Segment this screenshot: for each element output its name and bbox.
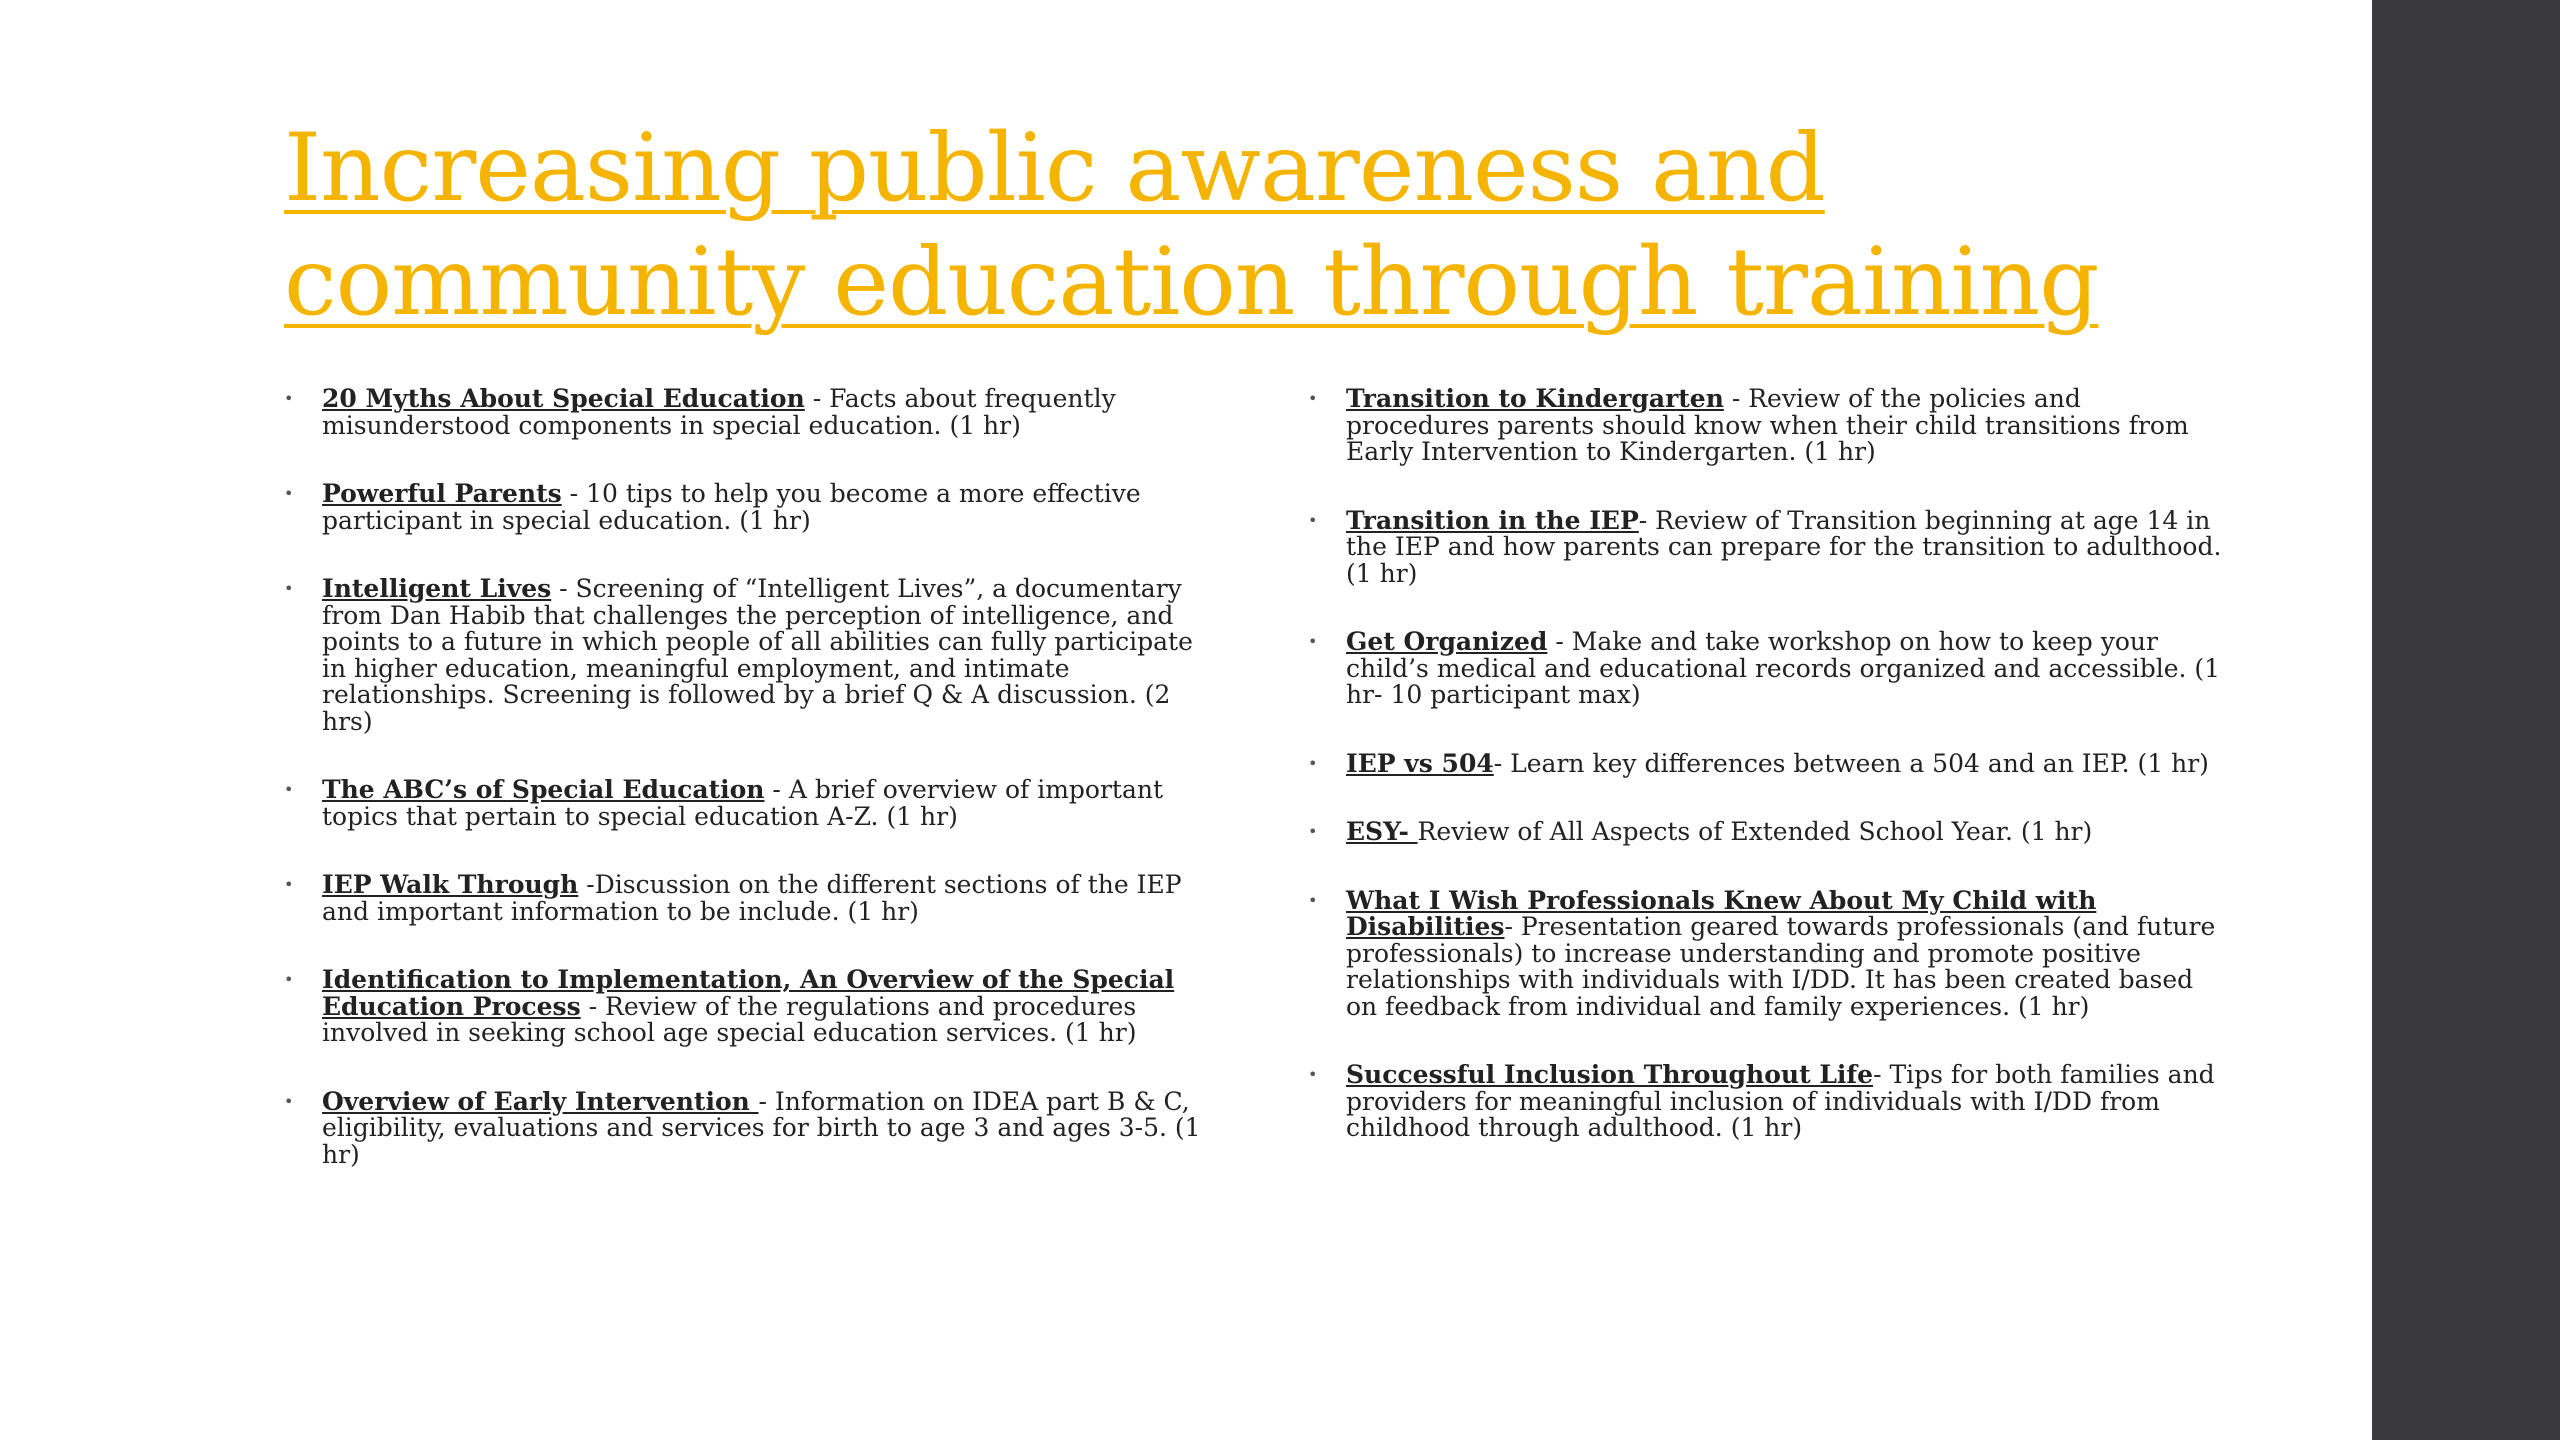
left-training-list <box>284 386 1204 1210</box>
training-name: 20 Myths About Special Education <box>322 384 805 413</box>
slide-title <box>284 112 2344 340</box>
training-name: Overview of Early Intervention <box>322 1086 759 1116</box>
training-description: - Review of the policies and procedures parents should know when their child transitions from Early Intervention to Kindergarten. (1 hr) <box>1346 384 2189 466</box>
bullet-icon: • <box>1308 1065 1318 1084</box>
bullet-icon: • <box>284 875 294 894</box>
side-bar <box>2372 0 2560 1440</box>
bullet-icon: • <box>1308 822 1318 841</box>
list-item <box>284 967 1204 1047</box>
list-item <box>1308 885 2228 1021</box>
training-description: - Review of Transition beginning at age 14 in the IEP and how parents can prepare for the transition to adulthood. (1 hr) <box>1346 505 2222 588</box>
training-name: Powerful Parents <box>322 479 562 508</box>
training-name: The ABC’s of Special Education <box>322 775 765 804</box>
list-item <box>1308 505 2228 588</box>
bullet-icon: • <box>284 1091 294 1111</box>
bullet-icon: • <box>1308 753 1318 773</box>
training-description: - Review of the regulations and procedures involved in seeking school age special education services. (1 hr) <box>322 991 1137 1047</box>
training-name: IEP Walk Through <box>322 870 579 899</box>
training-description: - 10 tips to help you become a more effective participant in special education. (1 hr) <box>322 479 1141 535</box>
title-line-1: Increasing public awareness and <box>284 114 1825 223</box>
training-name: Transition in the IEP <box>1346 505 1639 535</box>
training-name: What I Wish Professionals Knew About My Child with Disabilities <box>1346 885 2097 941</box>
training-name: Identification to Implementation, An Overview of the Special Education Process <box>322 965 1175 1021</box>
bullet-icon: • <box>1308 389 1318 408</box>
list-item <box>1308 1062 2228 1142</box>
training-description: - A brief overview of important topics that pertain to special education A-Z. (1 hr) <box>322 775 1164 831</box>
training-description: - Screening of “Intelligent Lives”, a documentary from Dan Habib that challenges the perception of intelligence, and points to a future in which people of all abilities can fully participate in higher education, meaningful employment, and intimate relationships. Screening is followed by a brief Q & A discussion. (2 hrs) <box>322 574 1193 736</box>
title-line-2: community education through training <box>284 228 2099 337</box>
list-item <box>284 777 1204 830</box>
training-name: IEP vs 504 <box>1346 748 1494 778</box>
list-item <box>284 1086 1204 1169</box>
bullet-icon: • <box>284 579 294 598</box>
bullet-icon: • <box>1308 890 1318 910</box>
bullet-icon: • <box>284 484 294 503</box>
bullet-icon: • <box>284 970 294 989</box>
training-description: - Learn key differences between a 504 and an IEP. (1 hr) <box>1493 748 2209 778</box>
training-name: ESY- <box>1346 817 1418 846</box>
training-description: -Discussion on the different sections of the IEP and important information to be include. (1 hr) <box>322 870 1182 926</box>
list-item <box>1308 748 2228 778</box>
list-item <box>1308 386 2228 466</box>
bullet-icon: • <box>1308 632 1318 651</box>
training-name: Transition to Kindergarten <box>1346 384 1724 413</box>
list-item <box>1308 629 2228 709</box>
training-name: Get Organized <box>1346 627 1548 656</box>
list-item <box>284 481 1204 534</box>
list-item <box>284 386 1204 439</box>
training-description: - Presentation geared towards professionals (and future professionals) to increase understanding and promote positive relationships with individuals with I/DD. It has been created based on feedback from individual and family experiences. (1 hr) <box>1346 912 2216 1021</box>
training-description: - Facts about frequently misunderstood components in special education. (1 hr) <box>322 384 1116 440</box>
training-name: Successful Inclusion Throughout Life <box>1346 1060 1874 1089</box>
training-description: - Tips for both families and providers for meaningful inclusion of individuals with I/DD from childhood through adulthood. (1 hr) <box>1346 1060 2215 1142</box>
training-description: - Information on IDEA part B & C, eligibility, evaluations and services for birth to age 3 and ages 3-5. (1 hr) <box>322 1086 1201 1169</box>
right-training-list <box>1308 386 2228 1184</box>
bullet-icon: • <box>1308 510 1318 530</box>
training-description: - Make and take workshop on how to keep your child’s medical and educational records organized and accessible. (1 hr- 10 participant max) <box>1346 627 2221 709</box>
training-name: Intelligent Lives <box>322 574 552 603</box>
training-description: Review of All Aspects of Extended School Year. (1 hr) <box>1417 817 2093 846</box>
list-item <box>1308 819 2228 846</box>
list-item <box>284 576 1204 735</box>
bullet-icon: • <box>284 389 294 408</box>
list-item <box>284 872 1204 925</box>
bullet-icon: • <box>284 780 294 799</box>
